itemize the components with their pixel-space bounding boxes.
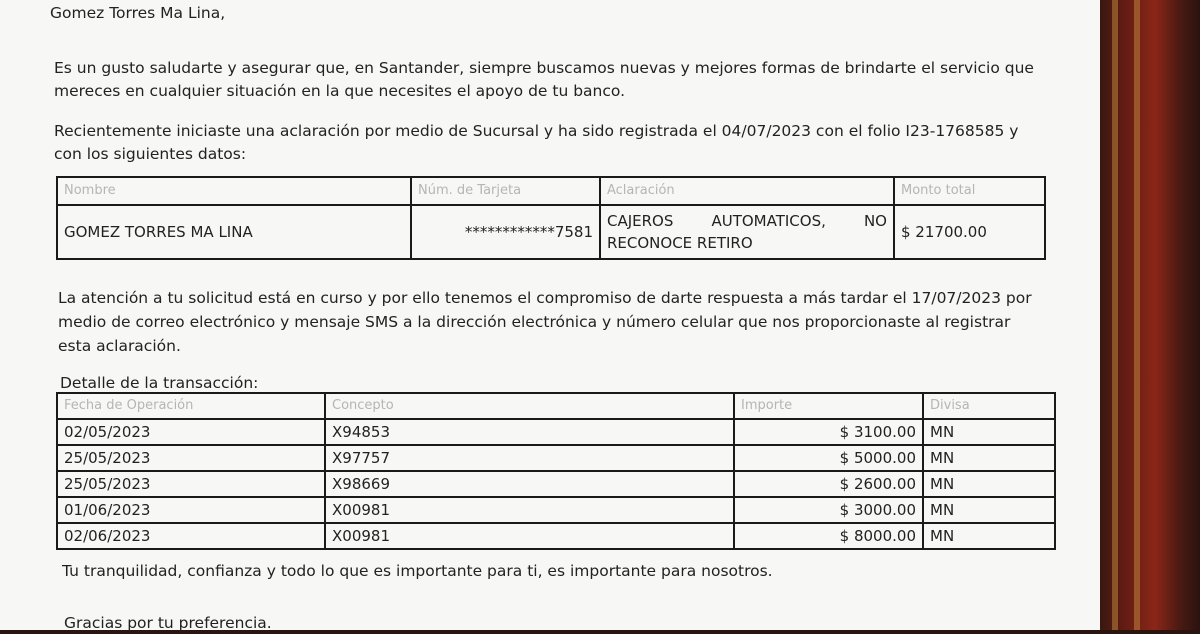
fabric-stripe — [1134, 0, 1140, 630]
cell-concepto: X97757 — [325, 445, 734, 471]
cell-aclaracion — [600, 205, 894, 259]
fabric-stripe — [1112, 0, 1118, 630]
cell-importe: $ 8000.00 — [734, 523, 923, 549]
summary-header-row — [57, 177, 1045, 205]
aclaracion-word-1: CAJEROS — [607, 212, 674, 230]
cell-fecha: 02/06/2023 — [57, 523, 325, 549]
header-monto: Monto total — [894, 177, 1045, 205]
table-row — [57, 523, 1055, 549]
cell-importe: $ 2600.00 — [734, 471, 923, 497]
aclaracion-word-2: AUTOMATICOS, — [711, 212, 826, 230]
paragraph-2-line-1: Recientemente iniciaste una aclaración por medio de Sucursal y ha sido registrada el 04/07/2023 con el folio I23-1768585 y — [54, 122, 1019, 140]
header-nombre: Nombre — [57, 177, 411, 205]
table-row — [57, 471, 1055, 497]
cell-fecha: 25/05/2023 — [57, 445, 325, 471]
detail-header-row — [57, 393, 1055, 419]
paragraph-1-line-1: Es un gusto saludarte y asegurar que, en Santander, siempre buscamos nuevas y mejores formas de brindarte el servicio que — [54, 59, 1034, 77]
cell-importe: $ 3100.00 — [734, 419, 923, 445]
cell-divisa: MN — [923, 523, 1055, 549]
paragraph-3-line-3: esta aclaración. — [58, 337, 181, 355]
paragraph-1-line-2: mereces en cualquier situación en la que necesites el apoyo de tu banco. — [54, 82, 626, 100]
cell-importe: $ 3000.00 — [734, 497, 923, 523]
aclaracion-word-3: NO — [863, 212, 887, 230]
cell-fecha: 25/05/2023 — [57, 471, 325, 497]
summary-table — [56, 176, 1046, 260]
cell-concepto: X98669 — [325, 471, 734, 497]
cell-tarjeta: ************7581 — [411, 205, 600, 259]
background-fabric — [1100, 0, 1200, 630]
header-fecha: Fecha de Operación — [57, 393, 325, 419]
cell-concepto: X00981 — [325, 497, 734, 523]
cell-nombre: GOMEZ TORRES MA LINA — [57, 205, 411, 259]
header-concepto: Concepto — [325, 393, 734, 419]
cell-concepto: X00981 — [325, 523, 734, 549]
greeting: Gomez Torres Ma Lina, — [50, 4, 226, 22]
header-tarjeta: Núm. de Tarjeta — [411, 177, 600, 205]
aclaracion-line-1 — [607, 210, 887, 232]
table-row — [57, 445, 1055, 471]
header-importe: Importe — [734, 393, 923, 419]
cell-concepto: X94853 — [325, 419, 734, 445]
cell-divisa: MN — [923, 445, 1055, 471]
cell-monto: $ 21700.00 — [894, 205, 1045, 259]
closing-line-1: Tu tranquilidad, confianza y todo lo que es importante para ti, es importante para nosotros. — [62, 562, 773, 580]
cell-fecha: 02/05/2023 — [57, 419, 325, 445]
detail-table — [56, 392, 1056, 550]
cell-divisa: MN — [923, 419, 1055, 445]
cell-divisa: MN — [923, 497, 1055, 523]
table-row — [57, 419, 1055, 445]
header-divisa: Divisa — [923, 393, 1055, 419]
aclaracion-line-2: RECONOCE RETIRO — [607, 234, 753, 252]
cell-fecha: 01/06/2023 — [57, 497, 325, 523]
cell-importe: $ 5000.00 — [734, 445, 923, 471]
cell-divisa: MN — [923, 471, 1055, 497]
closing-line-2: Gracias por tu preferencia. — [64, 614, 272, 632]
paragraph-3-line-1: La atención a tu solicitud está en curso y por ello tenemos el compromiso de darte respuesta a más tardar el 17/07/2023 por — [58, 289, 1032, 307]
summary-data-row — [57, 205, 1045, 259]
paragraph-3-line-2: medio de correo electrónico y mensaje SMS a la dirección electrónica y número celular que nos proporcionaste al registrar — [58, 313, 1011, 331]
paragraph-2-line-2: con los siguientes datos: — [54, 145, 247, 163]
detail-title: Detalle de la transacción: — [60, 374, 259, 392]
header-aclaracion: Aclaración — [600, 177, 894, 205]
table-row — [57, 497, 1055, 523]
